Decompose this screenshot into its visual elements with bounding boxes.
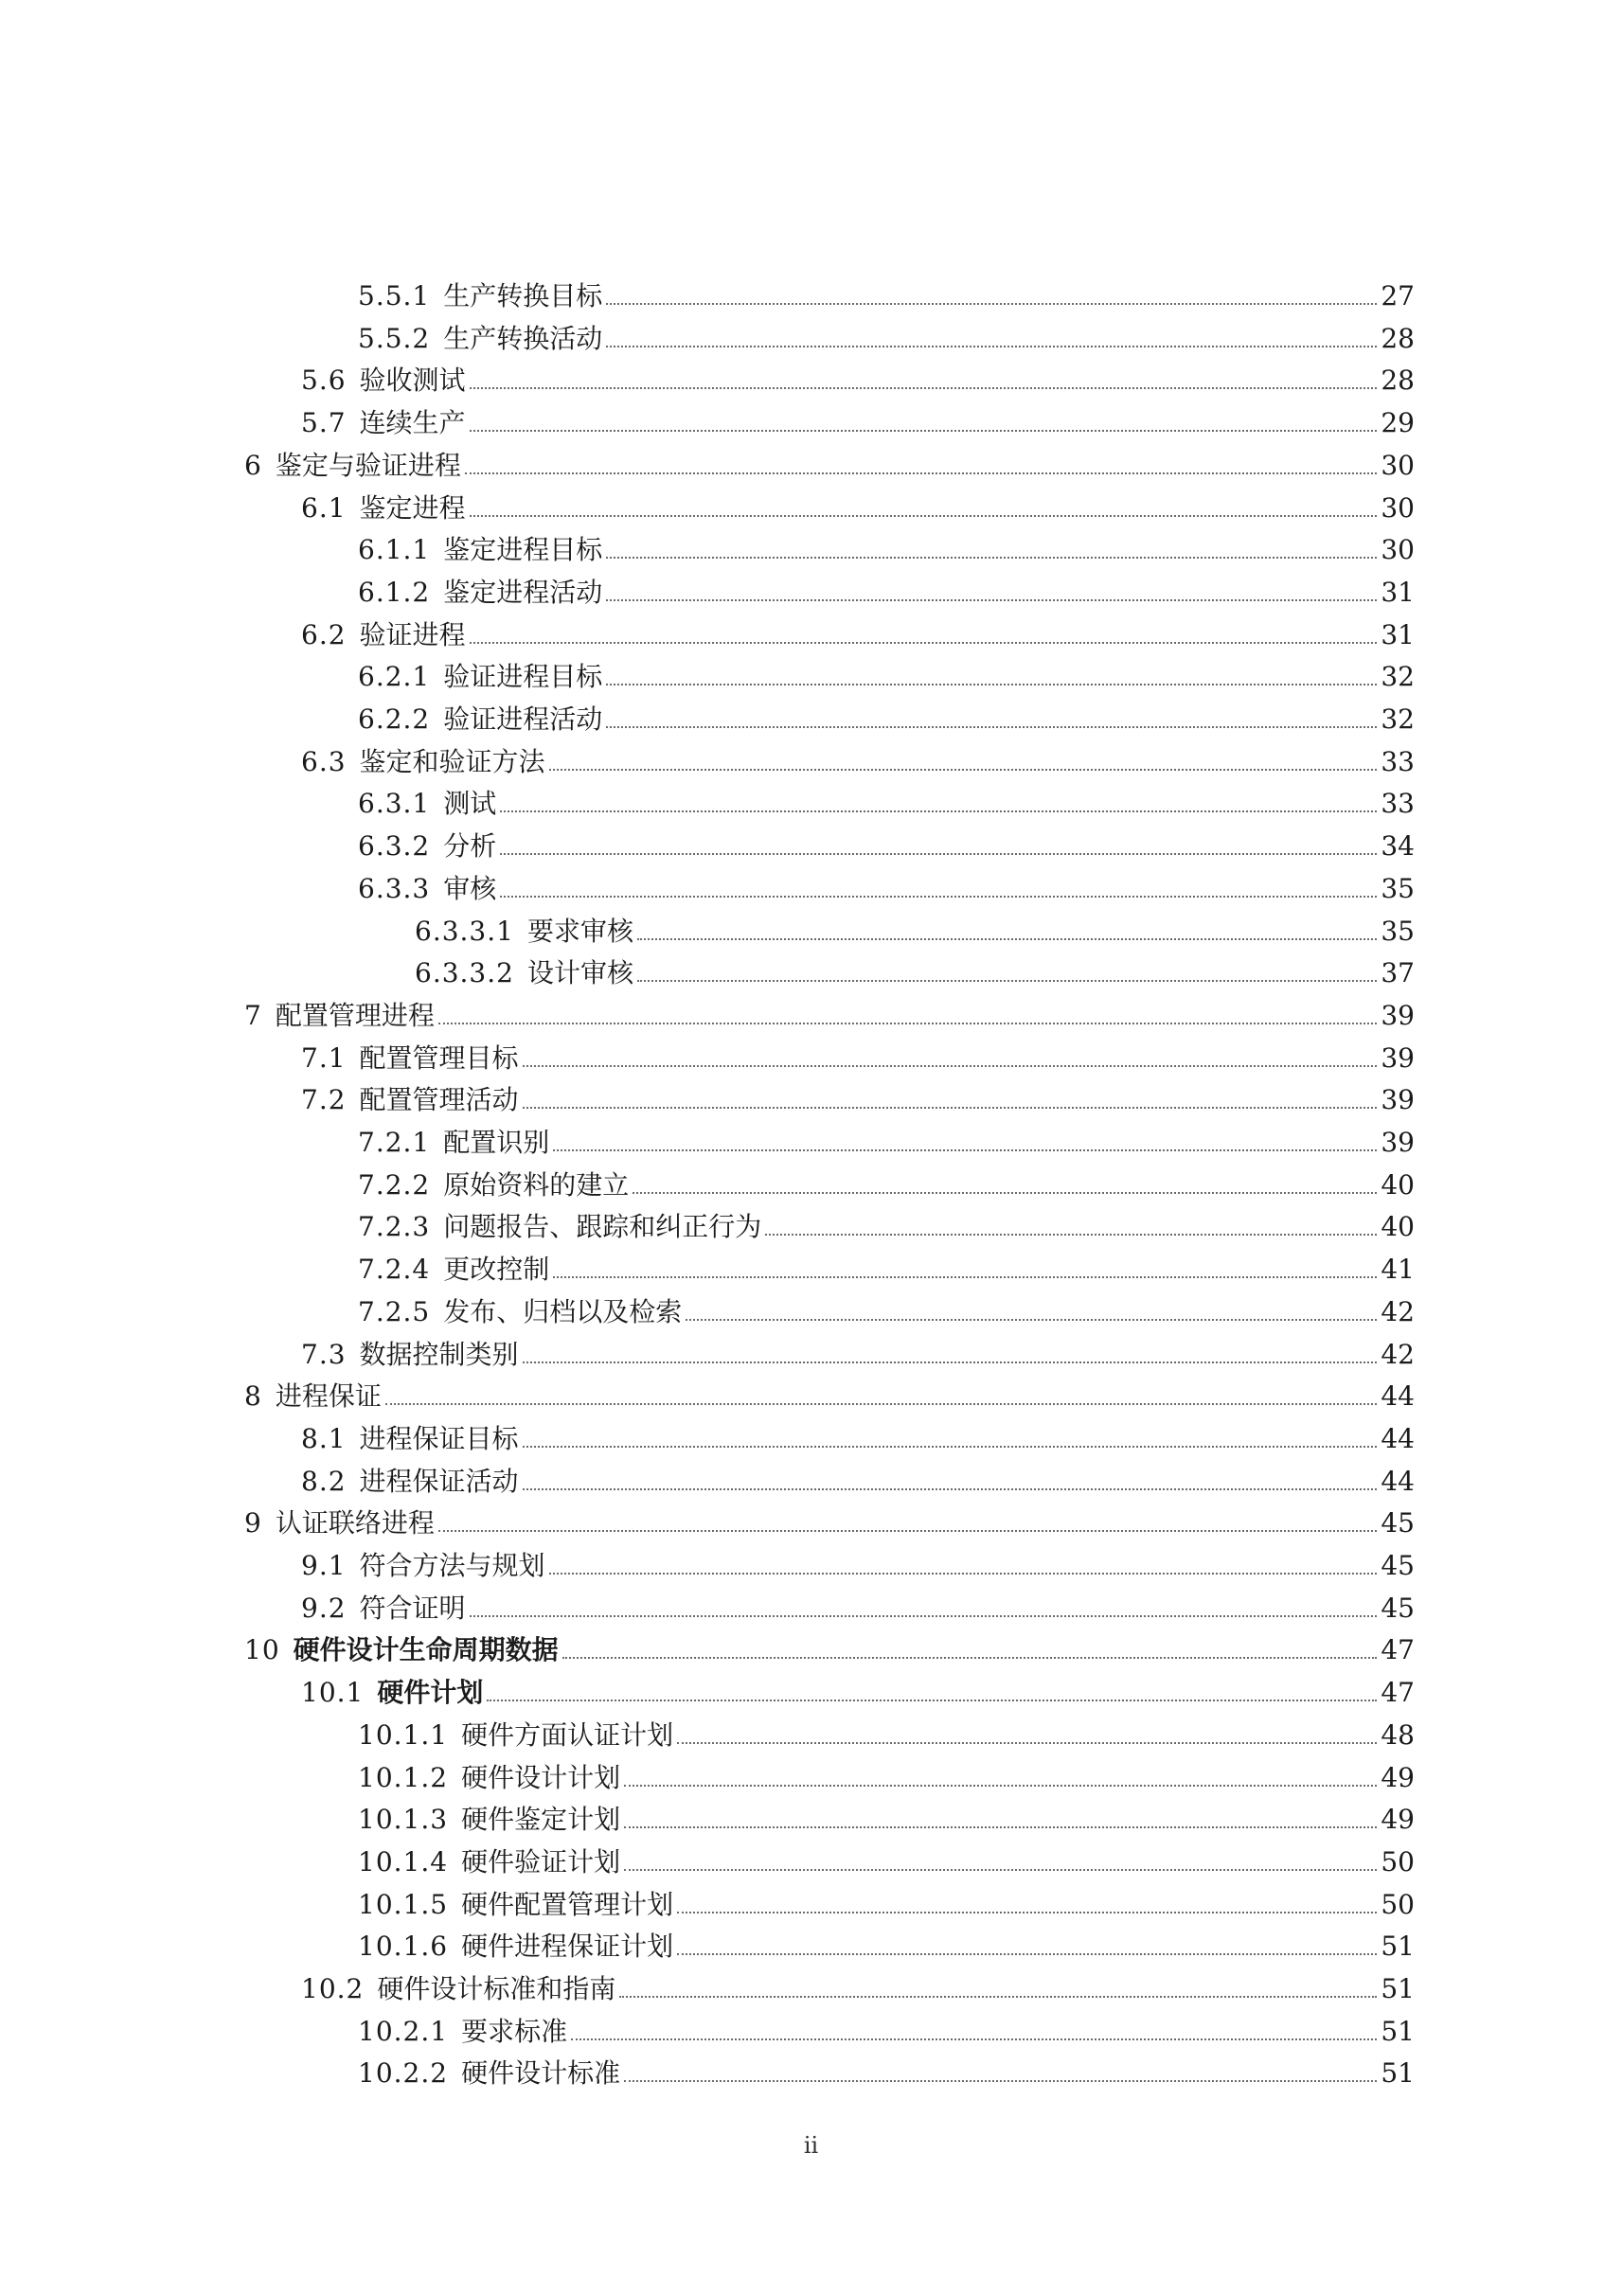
toc-entry-page: 45 — [1381, 1507, 1415, 1540]
toc-entry[interactable] — [301, 1083, 1415, 1117]
toc-entry-number: 8.1 — [301, 1422, 347, 1454]
toc-entry-page: 47 — [1381, 1677, 1415, 1709]
toc-entry-title: 鉴定进程目标 — [443, 534, 603, 566]
toc-dot-leader — [606, 726, 1377, 728]
toc-entry-number: 7.2 — [301, 1084, 347, 1116]
toc-dot-leader — [500, 896, 1377, 898]
toc-entry-page: 37 — [1381, 957, 1415, 989]
toc-entry-number: 7.2.3 — [358, 1211, 431, 1243]
toc-entry[interactable] — [358, 829, 1415, 863]
toc-dot-leader — [523, 1362, 1378, 1363]
toc-dot-leader — [765, 1234, 1377, 1236]
toc-entry-number: 5.6 — [301, 365, 347, 397]
toc-entry-number: 7.2.2 — [358, 1168, 431, 1201]
toc-entry[interactable] — [358, 576, 1415, 610]
toc-entry-number: 7 — [244, 999, 262, 1031]
toc-entry-title: 符合方法与规划 — [359, 1550, 545, 1581]
toc-entry-page: 32 — [1381, 661, 1415, 693]
toc-entry[interactable] — [358, 660, 1415, 694]
toc-entry-page: 42 — [1381, 1295, 1415, 1327]
toc-dot-leader — [624, 2080, 1377, 2082]
toc-entry-page: 30 — [1381, 491, 1415, 524]
toc-entry[interactable] — [358, 279, 1415, 313]
toc-entry[interactable] — [358, 322, 1415, 356]
toc-entry-page: 45 — [1381, 1592, 1415, 1624]
toc-entry[interactable] — [358, 1210, 1415, 1244]
toc-entry-number: 6.1 — [301, 491, 347, 524]
toc-entry-number: 10.2.2 — [358, 2057, 449, 2090]
toc-entry-page: 44 — [1381, 1465, 1415, 1497]
toc-entry-number: 5.7 — [301, 407, 347, 439]
toc-entry-page: 34 — [1381, 830, 1415, 863]
toc-dot-leader — [637, 980, 1377, 982]
toc-entry-page: 28 — [1381, 322, 1415, 354]
toc-entry[interactable] — [415, 956, 1415, 990]
toc-entry-page: 33 — [1381, 745, 1415, 777]
toc-dot-leader — [571, 2038, 1377, 2040]
toc-dot-leader — [553, 1149, 1377, 1151]
toc-dot-leader — [549, 769, 1378, 771]
toc-entry-number: 6.3.3 — [358, 872, 431, 904]
toc-entry-number: 9 — [244, 1507, 262, 1540]
toc-entry-title: 配置管理活动 — [359, 1084, 519, 1116]
toc-entry-title: 进程保证活动 — [359, 1465, 519, 1497]
toc-entry-title: 符合证明 — [359, 1592, 466, 1624]
toc-entry-title: 原始资料的建立 — [443, 1168, 630, 1201]
toc-entry-page: 30 — [1381, 449, 1415, 481]
toc-entry-title: 配置管理进程 — [275, 999, 435, 1031]
toc-entry[interactable] — [301, 1676, 1415, 1710]
toc-entry-page: 42 — [1381, 1338, 1415, 1370]
toc-dot-leader — [523, 1488, 1378, 1490]
toc-entry[interactable] — [244, 449, 1415, 483]
toc-entry-title: 鉴定与验证进程 — [275, 449, 461, 481]
toc-dot-leader — [686, 1319, 1377, 1321]
toc-entry-number: 8.2 — [301, 1465, 347, 1497]
toc-entry-title: 验证进程 — [359, 618, 466, 650]
toc-dot-leader — [385, 1403, 1378, 1405]
toc-entry-number: 8 — [244, 1380, 262, 1413]
toc-entry-number: 6 — [244, 449, 262, 481]
toc-entry-title: 发布、归档以及检索 — [443, 1295, 683, 1327]
toc-dot-leader — [619, 1996, 1377, 1998]
toc-entry-title: 鉴定和验证方法 — [359, 745, 545, 777]
toc-dot-leader — [465, 472, 1378, 474]
toc-entry[interactable] — [358, 872, 1415, 906]
toc-entry-title: 硬件验证计划 — [461, 1845, 621, 1878]
toc-entry-page: 40 — [1381, 1211, 1415, 1243]
toc-dot-leader — [470, 515, 1378, 517]
toc-entry[interactable] — [301, 1338, 1415, 1372]
toc-entry-number: 6.1.2 — [358, 576, 431, 608]
toc-entry-page: 28 — [1381, 365, 1415, 397]
toc-entry-number: 9.1 — [301, 1550, 347, 1581]
toc-entry[interactable] — [415, 915, 1415, 949]
toc-entry-title: 生产转换活动 — [443, 322, 603, 354]
toc-dot-leader — [470, 430, 1378, 432]
toc-entry-title: 验收测试 — [359, 365, 466, 397]
toc-entry-title: 硬件设计生命周期数据 — [293, 1634, 559, 1666]
toc-entry[interactable] — [244, 1633, 1415, 1667]
toc-entry-page: 44 — [1381, 1380, 1415, 1413]
toc-entry-title: 鉴定进程 — [359, 491, 466, 524]
toc-entry[interactable] — [358, 1253, 1415, 1287]
toc-entry-page: 45 — [1381, 1550, 1415, 1581]
toc-entry-page: 44 — [1381, 1422, 1415, 1454]
toc-entry-page: 35 — [1381, 872, 1415, 904]
toc-entry-number: 7.2.1 — [358, 1127, 431, 1158]
toc-entry-title: 验证进程目标 — [443, 661, 603, 693]
toc-dot-leader — [633, 1192, 1377, 1194]
toc-dot-leader — [624, 1826, 1377, 1828]
toc-dot-leader — [438, 1530, 1378, 1532]
toc-entry-page: 30 — [1381, 534, 1415, 566]
toc-dot-leader — [606, 684, 1377, 685]
toc-entry-number: 6.3 — [301, 745, 347, 777]
toc-entry-page: 50 — [1381, 1845, 1415, 1878]
toc-entry-page: 47 — [1381, 1634, 1415, 1666]
toc-entry-page: 51 — [1381, 2015, 1415, 2047]
toc-dot-leader — [624, 1785, 1377, 1787]
toc-entry-number: 9.2 — [301, 1592, 347, 1624]
toc-entry[interactable] — [301, 1972, 1415, 2006]
toc-entry-title: 审核 — [443, 872, 497, 904]
toc-entry-title: 硬件设计标准 — [461, 2057, 621, 2090]
toc-entry-number: 6.3.3.2 — [415, 957, 514, 989]
toc-entry-title: 进程保证 — [275, 1380, 382, 1413]
toc-entry-number: 10.2 — [301, 1973, 365, 2004]
toc-entry-number: 10.1 — [301, 1677, 365, 1709]
toc-entry[interactable] — [358, 1930, 1415, 1964]
toc-entry-number: 10.2.1 — [358, 2015, 449, 2047]
toc-entry-title: 设计审核 — [526, 957, 633, 989]
toc-dot-leader — [523, 1446, 1378, 1448]
toc-entry[interactable] — [301, 745, 1415, 779]
toc-entry-page: 32 — [1381, 703, 1415, 735]
toc-entry-page: 50 — [1381, 1888, 1415, 1920]
toc-entry-page: 48 — [1381, 1718, 1415, 1751]
toc-entry-number: 10.1.6 — [358, 1931, 449, 1963]
toc-entry-page: 31 — [1381, 576, 1415, 608]
toc-entry-title: 硬件进程保证计划 — [461, 1931, 674, 1963]
toc-entry-title: 连续生产 — [359, 407, 466, 439]
toc-entry-number: 7.2.4 — [358, 1254, 431, 1286]
toc-entry-title: 认证联络进程 — [275, 1507, 435, 1540]
toc-dot-leader — [523, 1065, 1378, 1067]
toc-entry-title: 更改控制 — [443, 1254, 550, 1286]
toc-entry[interactable] — [244, 1379, 1415, 1414]
toc-entry-number: 10.1.2 — [358, 1761, 449, 1793]
toc-entry-number: 7.3 — [301, 1338, 347, 1370]
toc-entry-page: 51 — [1381, 2057, 1415, 2090]
toc-entry-number: 10.1.5 — [358, 1888, 449, 1920]
toc-entry-number: 7.2.5 — [358, 1295, 431, 1327]
toc-entry-number: 7.1 — [301, 1041, 347, 1074]
toc-entry-title: 配置管理目标 — [359, 1041, 519, 1074]
toc-dot-leader — [677, 1953, 1377, 1955]
toc-entry-page: 49 — [1381, 1761, 1415, 1793]
toc-entry-page: 33 — [1381, 788, 1415, 820]
toc-entry-title: 进程保证目标 — [359, 1422, 519, 1454]
toc-entry-number: 6.3.1 — [358, 788, 431, 820]
toc-entry-number: 6.2 — [301, 618, 347, 650]
toc-entry-number: 5.5.2 — [358, 322, 431, 354]
toc-entry-page: 51 — [1381, 1931, 1415, 1963]
toc-entry[interactable] — [301, 406, 1415, 440]
toc-entry-title: 生产转换目标 — [443, 280, 603, 311]
toc-entry-page: 39 — [1381, 1041, 1415, 1074]
toc-dot-leader — [606, 303, 1377, 305]
toc-entry-number: 6.1.1 — [358, 534, 431, 566]
toc-entry-title: 硬件设计标准和指南 — [377, 1973, 616, 2004]
toc-dot-leader — [470, 642, 1378, 644]
toc-dot-leader — [606, 599, 1377, 601]
toc-entry[interactable] — [358, 2056, 1415, 2091]
toc-entry[interactable] — [358, 2015, 1415, 2049]
toc-entry-number: 5.5.1 — [358, 280, 431, 311]
toc-dot-leader — [677, 1742, 1377, 1744]
toc-entry-title: 验证进程活动 — [443, 703, 603, 735]
toc-entry-number: 6.2.1 — [358, 661, 431, 693]
toc-dot-leader — [438, 1023, 1378, 1024]
toc-entry-title: 硬件鉴定计划 — [461, 1804, 621, 1836]
toc-dot-leader — [624, 1869, 1377, 1871]
toc-dot-leader — [553, 1276, 1377, 1278]
toc-entry[interactable] — [301, 1041, 1415, 1076]
toc-entry[interactable] — [358, 703, 1415, 737]
toc-dot-leader — [500, 853, 1377, 855]
toc-entry-title: 问题报告、跟踪和纠正行为 — [443, 1211, 762, 1243]
toc-entry[interactable] — [244, 999, 1415, 1033]
toc-entry[interactable] — [358, 1126, 1415, 1160]
toc-entry-page: 39 — [1381, 999, 1415, 1031]
toc-entry-page: 49 — [1381, 1804, 1415, 1836]
toc-entry-title: 配置识别 — [443, 1127, 550, 1158]
toc-entry-title: 鉴定进程活动 — [443, 576, 603, 608]
toc-dot-leader — [562, 1657, 1378, 1659]
toc-entry-number: 10 — [244, 1634, 280, 1666]
toc-entry-page: 31 — [1381, 618, 1415, 650]
toc-entry-page: 40 — [1381, 1168, 1415, 1201]
toc-entry[interactable] — [358, 1168, 1415, 1202]
toc-entry[interactable] — [358, 1295, 1415, 1329]
toc-dot-leader — [606, 346, 1377, 347]
toc-entry-page: 29 — [1381, 407, 1415, 439]
page-number: ii — [803, 2132, 819, 2159]
toc-entry-title: 要求标准 — [461, 2015, 568, 2047]
toc-entry-number: 10.1.1 — [358, 1718, 449, 1751]
toc-entry-title: 硬件配置管理计划 — [461, 1888, 674, 1920]
toc-entry-page: 39 — [1381, 1084, 1415, 1116]
toc-entry[interactable] — [358, 1803, 1415, 1837]
toc-entry[interactable] — [244, 1506, 1415, 1540]
toc-entry-title: 数据控制类别 — [359, 1338, 519, 1370]
toc-entry[interactable] — [301, 618, 1415, 652]
toc-entry[interactable] — [301, 1592, 1415, 1626]
toc-entry[interactable] — [358, 1845, 1415, 1879]
toc-entry-number: 6.3.2 — [358, 830, 431, 863]
toc-entry-page: 41 — [1381, 1254, 1415, 1286]
toc-dot-leader — [637, 938, 1377, 940]
toc-entry[interactable] — [301, 1549, 1415, 1583]
toc-entry-number: 10.1.3 — [358, 1804, 449, 1836]
toc-entry[interactable] — [301, 491, 1415, 525]
toc-entry-title: 测试 — [443, 788, 497, 820]
toc-entry-title: 分析 — [443, 830, 497, 863]
toc-dot-leader — [487, 1700, 1377, 1701]
toc-entry-title: 要求审核 — [526, 915, 633, 947]
toc-entry-title: 硬件方面认证计划 — [461, 1718, 674, 1751]
toc-entry-title: 硬件计划 — [377, 1677, 484, 1709]
toc-entry-title: 硬件设计计划 — [461, 1761, 621, 1793]
toc-dot-leader — [523, 1107, 1378, 1109]
toc-entry-page: 27 — [1381, 280, 1415, 311]
toc-entry[interactable] — [301, 364, 1415, 398]
toc-entry[interactable] — [301, 1422, 1415, 1456]
toc-entry[interactable] — [358, 1888, 1415, 1922]
toc-entry-number: 6.2.2 — [358, 703, 431, 735]
toc-entry-number: 6.3.3.1 — [415, 915, 514, 947]
toc-entry-page: 39 — [1381, 1127, 1415, 1158]
toc-entry-page: 35 — [1381, 915, 1415, 947]
toc-entry[interactable] — [358, 533, 1415, 567]
toc-dot-leader — [549, 1573, 1378, 1575]
toc-entry[interactable] — [358, 1761, 1415, 1795]
toc-entry[interactable] — [301, 1465, 1415, 1499]
toc-dot-leader — [606, 557, 1377, 559]
toc-dot-leader — [470, 1615, 1378, 1617]
toc-dot-leader — [500, 810, 1377, 812]
toc-dot-leader — [470, 387, 1378, 389]
toc-entry[interactable] — [358, 1718, 1415, 1753]
toc-entry-number: 10.1.4 — [358, 1845, 449, 1878]
toc-dot-leader — [677, 1912, 1377, 1913]
toc-entry[interactable] — [358, 787, 1415, 821]
toc-entry-page: 51 — [1381, 1973, 1415, 2004]
